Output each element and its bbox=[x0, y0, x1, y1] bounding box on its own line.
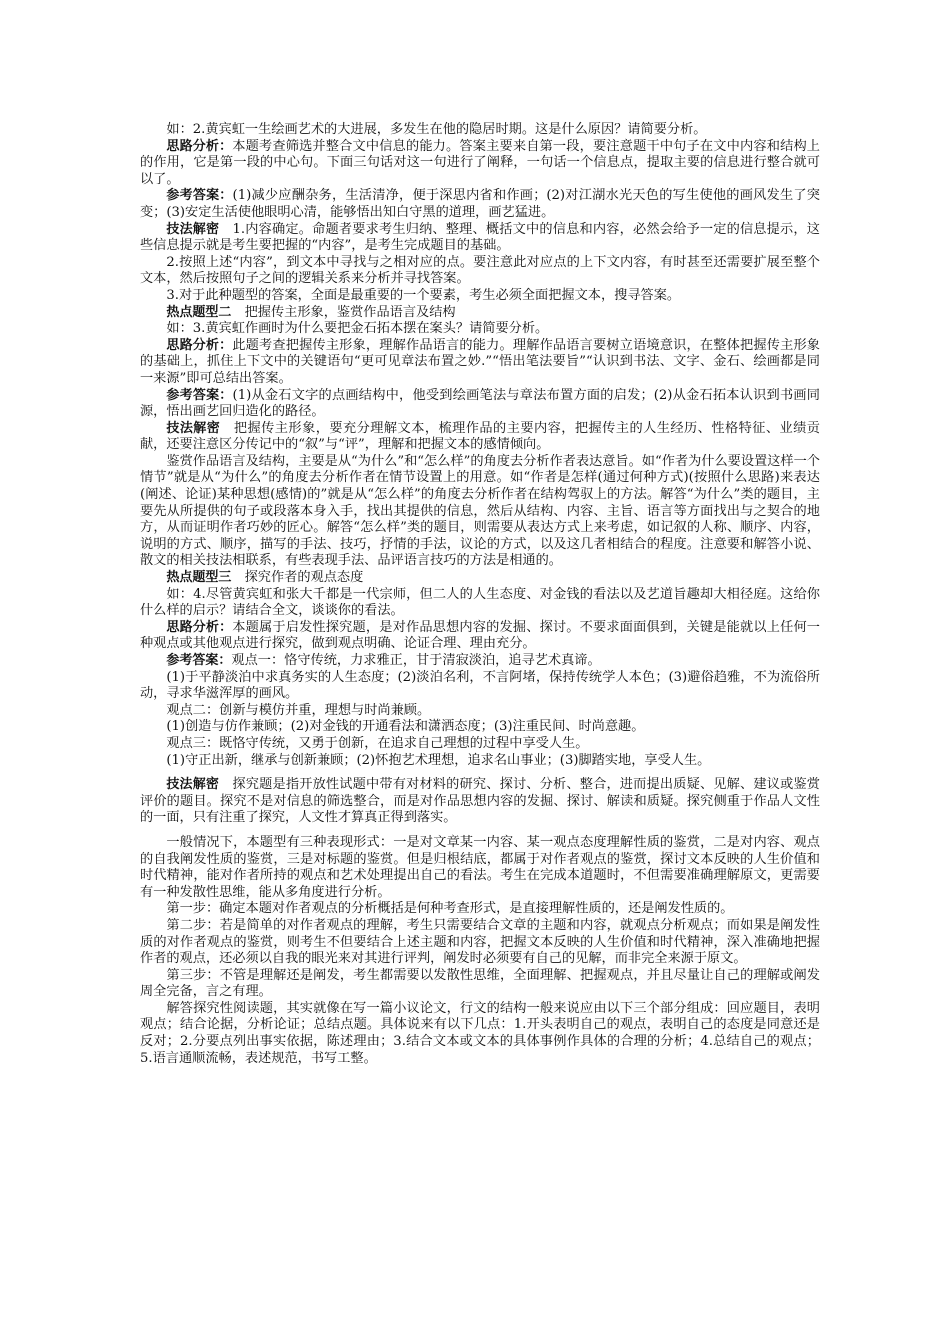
technique-3-general bbox=[140, 835, 820, 901]
question-3-text: 如：3.黄宾虹作画时为什么要把金石拓本摆在案头？请简要分析。 bbox=[166, 321, 549, 337]
paragraph-text: (1)于平静淡泊中求真务实的人生态度；(2)淡泊名利，不言阿堵，保持传统学人本色；(3)避俗趋雅，不为流俗所动，寻求华滋浑厚的画风。 bbox=[140, 669, 820, 702]
technique-label: 技法解密 bbox=[166, 420, 221, 436]
paragraph-text: 第三步：不管是理解还是阐发，考生都需要以发散性思维，全面理解、把握观点，并且尽量让自己的理解或阐发周全完备，言之有理。 bbox=[140, 967, 820, 1000]
technique-text: 1.内容确定。命题者要求考生归纳、整理、概括文中的信息和内容，必然会给予一定的信息提示，这些信息提示就是考生要把握的“内容”，是考生完成题目的基础。 bbox=[140, 221, 820, 254]
technique-1-point-3 bbox=[140, 288, 820, 305]
answer-text: 观点一：恪守传统，力求雅正，甘于清寂淡泊，追寻艺术真谛。 bbox=[231, 653, 601, 668]
paragraph-text: (1)守正出新，继承与创新兼顾；(2)怀抱艺术理想，追求名山事业；(3)脚踏实地，享受人生。 bbox=[166, 752, 711, 768]
technique-1-point-2 bbox=[140, 255, 820, 288]
step-3 bbox=[140, 968, 820, 1001]
view-1-points bbox=[140, 670, 820, 703]
paragraph-text: 3.对于此种题型的答案，全面是最重要的一个要素，考生必须全面把握文本，搜寻答案。 bbox=[166, 287, 681, 303]
answer-text: (1)减少应酬杂务，生活清净，便于深思内省和作画；(2)对江湖水光天色的写生使他的画风发生了突变；(3)安定生活使他眼明心清，能够悟出知白守黑的道理，画艺猛进。 bbox=[140, 188, 820, 220]
answer-label: 参考答案： bbox=[166, 188, 233, 204]
view-3-points bbox=[140, 753, 820, 770]
paragraph-text: (1)创造与仿作兼顾；(2)对金钱的开通看法和潇洒态度；(3)注重民间、时尚意趣。 bbox=[166, 719, 645, 735]
hot-topic-label: 热点题型三 bbox=[166, 570, 232, 586]
paragraph-text: 第二步：若是简单的对作者观点的理解，考生只需要结合文章的主题和内容，就观点分析观点；而如果是阐发性质的对作者观点的鉴赏，则考生不但要结合上述主题和内容，把握文本反映的人生价值和时代精神，深入准确地把握作者的观点，还必须以自我的眼光来对其进行评判，阐发时必须要有自己的见解，而非完全来源于原文。 bbox=[140, 917, 820, 967]
paragraph-text: 鉴赏作品语言及结构，主要是从“为什么”和“怎么样”的角度去分析作者表达意旨。如“作者为什么要设置这样一个情节”就是从“为什么”的角度去分析作者在情节设置上的用意。如“作者是怎样(通过何种方式)(按照什么思路)来表达(阐述、论证)某种思想(感情)的”就是从“怎么样”的角度去分析作者在结构驾驭上的方法。解答“为什么”类的题目，主要先从所提供的句子或段落本身入手，找出其提供的信息，然后从结构、内容、主旨、语言等方面找出与之契合的地方，从而证明作者巧妙的匠心。解答“怎么样”类的题目，则需要从表达方式上来考虑，如记叙的人称、顺序、内容，说明的方式、顺序，描写的手法、技巧，抒情的手法，议论的方式，以及这几者相结合的程度。注意要和解答小说、散文的相关技法相联系，有些表现手法、品评语言技巧的方法是相通的。 bbox=[140, 453, 820, 569]
hot-topic-2-heading bbox=[140, 305, 820, 322]
hot-topic-3-heading bbox=[140, 570, 820, 587]
step-1 bbox=[140, 901, 820, 918]
answer-3 bbox=[140, 388, 820, 421]
analysis-2 bbox=[140, 139, 820, 189]
question-2 bbox=[140, 122, 820, 139]
analysis-label: 思路分析： bbox=[166, 138, 233, 154]
technique-label: 技法解密 bbox=[166, 221, 220, 237]
question-4 bbox=[140, 587, 820, 620]
answer-structure bbox=[140, 1001, 820, 1067]
paragraph-text: 观点二：创新与模仿并重，理想与时尚兼顾。 bbox=[166, 702, 431, 718]
answer-label: 参考答案： bbox=[166, 387, 233, 403]
question-2-text: 如：2.黄宾虹一生绘画艺术的大进展，多发生在他的隐居时期。这是什么原因？请简要分析。 bbox=[166, 122, 707, 137]
analysis-4 bbox=[140, 620, 820, 653]
answer-2 bbox=[140, 188, 820, 221]
technique-text: 把握传主形象，要充分理解文本，梳理作品的主要内容，把握传主的人生经历、性格特征、业绩贡献，还要注意区分传记中的“叙”与“评”，理解和把握文本的感情倾向。 bbox=[140, 420, 820, 453]
paragraph-text: 解答探究性阅读题，其实就像在写一篇小议论文，行文的结构一般来说应由以下三个部分组成：回应题目，表明观点；结合论据，分析论证；总结点题。具体说来有以下几点：1.开头表明自己的观点，表明自己的态度是同意还是反对；2.分要点列出事实依据，陈述理由；3.结合文本或文本的具体事例作具体的合理的分析；4.总结自己的观点；5.语言通顺流畅，表述规范，书写工整。 bbox=[140, 1000, 820, 1066]
answer-label: 参考答案： bbox=[166, 653, 232, 668]
analysis-text: 本题考查筛选并整合文中信息的能力。答案主要来自第一段，要注意题干中句子在文中内容和结构上的作用，它是第一段的中心句。下面三句话对这一句进行了阐释，一句话一个信息点，提取主要的信息进行整合就可以了。 bbox=[140, 138, 820, 187]
technique-3 bbox=[140, 777, 820, 827]
view-3 bbox=[140, 736, 820, 753]
technique-2 bbox=[140, 421, 820, 454]
view-2-points bbox=[140, 719, 820, 736]
hot-topic-title: 探究作者的观点态度 bbox=[231, 570, 364, 586]
paragraph-text: 第一步：确定本题对作者观点的分析概括是何种考查形式，是直接理解性质的，还是阐发性质的。 bbox=[166, 901, 734, 917]
answer-4-view-1 bbox=[140, 653, 820, 670]
view-2 bbox=[140, 703, 820, 720]
document-body bbox=[140, 122, 820, 1067]
hot-topic-label: 热点题型二 bbox=[166, 304, 232, 320]
analysis-3 bbox=[140, 338, 820, 388]
analysis-text: 此题考查把握传主形象，理解作品语言的能力。理解作品语言要树立语境意识，在整体把握传主形象的基础上，抓住上下文中的关键语句“更可见章法布置之妙.”“悟出笔法要旨”“认识到书法、文字、金石、绘画都是同一来源”即可总结出答案。 bbox=[140, 337, 820, 386]
paragraph-text: 2.按照上述“内容”，到文本中寻找与之相对应的点。要注意此对应点的上下文内容，有时甚至还需要扩展至整个文本，然后按照句子之间的逻辑关系来分析并寻找答案。 bbox=[140, 254, 820, 287]
hot-topic-title: 把握传主形象，鉴赏作品语言及结构 bbox=[231, 304, 456, 320]
step-2 bbox=[140, 918, 820, 968]
analysis-label: 思路分析： bbox=[166, 337, 233, 353]
paragraph-text: 观点三：既恪守传统，又勇于创新，在追求自己理想的过程中享受人生。 bbox=[166, 735, 589, 751]
technique-2-detail bbox=[140, 454, 820, 570]
answer-text: (1)从金石文字的点画结构中，他受到绘画笔法与章法布置方面的启发；(2)从金石拓本认识到书画同源，悟出画艺回归造化的路径。 bbox=[140, 387, 820, 420]
paragraph-text: 一般情况下，本题型有三种表现形式：一是对文章某一内容、某一观点态度理解性质的鉴赏，二是对内容、观点的自我阐发性质的鉴赏，三是对标题的鉴赏。但是归根结底，都属于对作者观点的鉴赏，探讨文本反映的人生价值和时代精神，能对作者所持的观点和艺术处理提出自己的看法。考生在完成本道题时，不但需要准确理解原文，更需要有一种发散性思维，能从多角度进行分析。 bbox=[140, 834, 820, 900]
technique-text: 探究题是指开放性试题中带有对材料的研究、探讨、分析、整合，进而提出质疑、见解、建议或鉴赏评价的题目。探究不是对信息的筛选整合，而是对作品思想内容的发掘、探讨、解读和质疑。探究侧重于作品人文性的一面，只有注重了探究，人文性才算真正得到落实。 bbox=[140, 777, 820, 826]
question-4-text: 如：4.尽管黄宾虹和张大千都是一代宗师，但二人的人生态度、对金钱的看法以及艺道旨趣却大相径庭。这给你什么样的启示？请结合全文，谈谈你的看法。 bbox=[140, 586, 820, 619]
question-3 bbox=[140, 321, 820, 338]
analysis-text: 本题属于启发性探究题，是对作品思想内容的发掘、探讨。不要求面面俱到，关键是能就以上任何一种观点或其他观点进行探究，做到观点明确、论证合理、理由充分。 bbox=[140, 619, 820, 652]
technique-1 bbox=[140, 222, 820, 255]
analysis-label: 思路分析： bbox=[166, 619, 233, 635]
technique-label: 技法解密 bbox=[166, 777, 220, 793]
